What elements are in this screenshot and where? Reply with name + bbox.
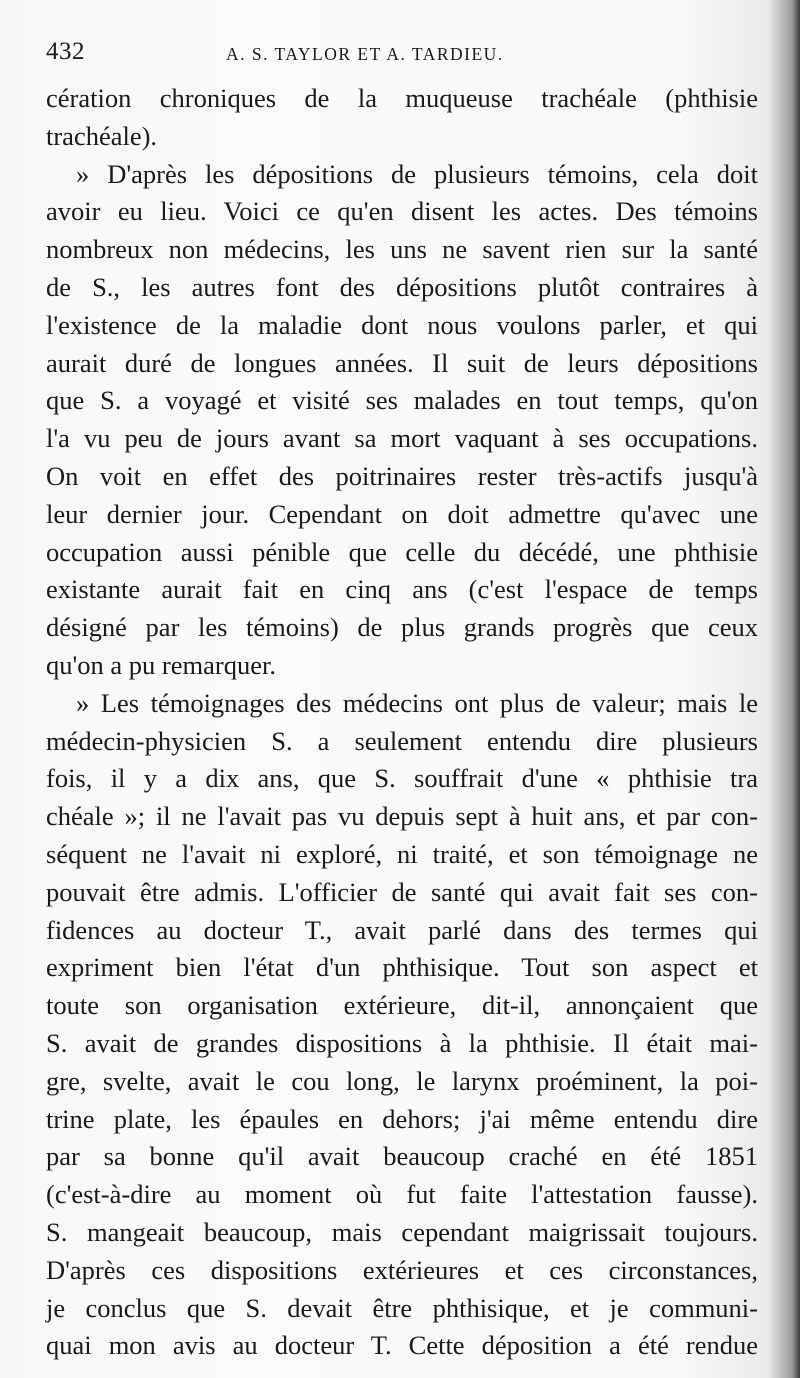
text-line: aurait duré de longues années. Il suit de leurs dépositions [46, 347, 758, 378]
text-line: désigné par les témoins) de plus grands progrès que ceux [46, 612, 758, 643]
text-line: par sa bonne qu'il avait beaucoup craché en été 1851 [46, 1141, 758, 1172]
text-line: séquent ne l'avait ni exploré, ni traité, et son témoignage ne [46, 838, 758, 869]
text-line: S. mangeait beaucoup, mais cependant maigrissait toujours. [46, 1216, 758, 1247]
text-line: leur dernier jour. Cependant on doit admettre qu'avec une [46, 498, 758, 529]
text-line: expriment bien l'état d'un phthisique. Tout son aspect et [46, 952, 758, 983]
text-line: » D'après les dépositions de plusieurs témoins, cela doit [76, 158, 758, 189]
text-line: fois, il y a dix ans, que S. souffrait d'une « phthisie tra [46, 763, 758, 794]
running-title: A. S. TAYLOR ET A. TARDIEU. [226, 44, 504, 64]
text-line: » Les témoignages des médecins ont plus de valeur; mais le [76, 687, 758, 718]
text-line: (c'est-à-dire au moment où fut faite l'attestation fausse). [46, 1179, 758, 1210]
text-line: occupation aussi pénible que celle du décédé, une phthisie [46, 536, 758, 567]
text-line: l'existence de la maladie dont nous voulons parler, et qui [46, 309, 758, 340]
text-line: quai mon avis au docteur T. Cette déposition a été rendue [46, 1330, 758, 1361]
text-line: médecin-physicien S. a seulement entendu dire plusieurs [46, 725, 758, 756]
text-line: trine plate, les épaules en dehors; j'ai même entendu dire [46, 1103, 758, 1134]
text-line: cération chroniques de la muqueuse trachéale (phthisie [46, 83, 758, 113]
text-line: chéale »; il ne l'avait pas vu depuis sept à huit ans, et par con- [46, 801, 758, 832]
text-line: existante aurait fait en cinq ans (c'est l'espace de temps [46, 574, 758, 605]
text-line: D'après ces dispositions extérieures et ces circonstances, [46, 1254, 758, 1285]
text-line: gre, svelte, avait le cou long, le larynx proéminent, la poi- [46, 1065, 758, 1096]
text-line: avoir eu lieu. Voici ce qu'en disent les actes. Des témoins [46, 196, 758, 227]
text-line: qu'on a pu remarquer. [46, 649, 276, 680]
page-header [46, 38, 766, 78]
text-line: fidences au docteur T., avait parlé dans des termes qui [46, 914, 758, 945]
text-line: On voit en effet des poitrinaires rester très-actifs jusqu'à [46, 460, 758, 491]
text-line: trachéale). [46, 120, 158, 151]
page-number: 432 [46, 38, 85, 65]
text-line: toute son organisation extérieure, dit-il, annonçaient que [46, 990, 758, 1021]
text-line: que S. a voyagé et visité ses malades en tout temps, qu'on [46, 385, 758, 416]
body-text [46, 80, 758, 1365]
text-line: S. avait de grandes dispositions à la phthisie. Il était mai- [46, 1027, 758, 1058]
text-line: nombreux non médecins, les uns ne savent rien sur la santé [46, 234, 758, 265]
text-line: pouvait être admis. L'officier de santé qui avait fait ses con- [46, 876, 758, 907]
text-line: de S., les autres font des dépositions plutôt contraires à [46, 271, 758, 302]
text-line: je conclus que S. devait être phthisique, et je communi- [46, 1292, 758, 1323]
text-line: l'a vu peu de jours avant sa mort vaquant à ses occupations. [46, 423, 758, 454]
